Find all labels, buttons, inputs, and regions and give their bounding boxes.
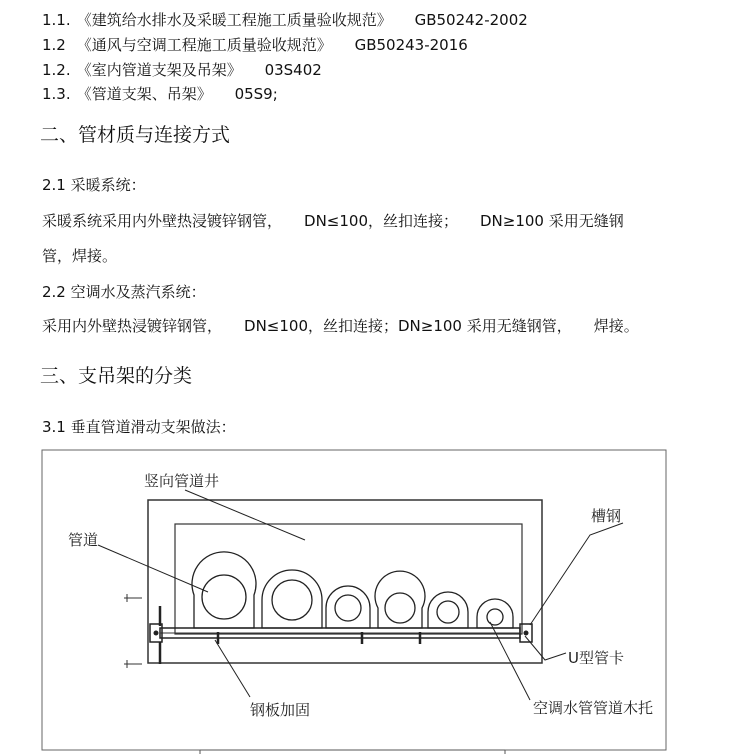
reference-code: GB50242-2002 xyxy=(414,11,528,29)
reference-number: 1.1. xyxy=(42,11,71,29)
reference-number: 1.2. xyxy=(42,61,71,79)
reference-title: 《室内管道支架及吊架》 xyxy=(76,61,242,79)
label-wood-support: 空调水管管道木托 xyxy=(533,699,654,717)
body-text: DN≤100，丝扣连接； xyxy=(304,212,458,230)
reference-title: 《建筑给水排水及采暖工程施工质量验收规范》 xyxy=(76,11,392,29)
pipe-group xyxy=(192,552,513,628)
reference-code: 05S9; xyxy=(234,85,278,103)
body-text: 采暖系统采用内外壁热浸镀锌钢管， xyxy=(42,212,283,230)
label-pipe: 管道 xyxy=(68,531,99,549)
label-u-clamp: U型管卡 xyxy=(568,649,624,667)
section-2-2-title: 2.2 空调水及蒸汽系统： xyxy=(42,283,206,301)
section-2-1-title: 2.1 采暖系统： xyxy=(42,176,146,194)
section-2-heading: 二、管材质与连接方式 xyxy=(40,124,231,146)
label-channel: 槽钢 xyxy=(591,507,622,525)
label-steel-plate: 钢板加固 xyxy=(250,701,311,719)
body-text: DN≤100，丝扣连接；DN≥100 采用无缝钢管， xyxy=(244,317,572,335)
reference-title: 《通风与空调工程施工质量验收规范》 xyxy=(76,36,332,54)
section-3-1-title: 3.1 垂直管道滑动支架做法： xyxy=(42,418,236,436)
reference-code: GB50243-2016 xyxy=(354,36,468,54)
label-shaft: 竖向管道井 xyxy=(144,472,220,490)
reference-title: 《管道支架、吊架》 xyxy=(76,85,212,103)
section-2-1-body-cont: 管，焊接。 xyxy=(42,247,118,265)
reference-code: 03S402 xyxy=(264,61,322,79)
body-text: DN≥100 采用无缝钢 xyxy=(480,212,624,230)
reference-number: 1.2 xyxy=(42,36,66,54)
body-text: 焊接。 xyxy=(593,317,639,335)
section-3-heading: 三、支吊架的分类 xyxy=(40,365,193,387)
reference-number: 1.3. xyxy=(42,85,71,103)
shaft-inner-wall xyxy=(175,524,522,634)
body-text: 采用内外壁热浸镀锌钢管， xyxy=(42,317,223,335)
